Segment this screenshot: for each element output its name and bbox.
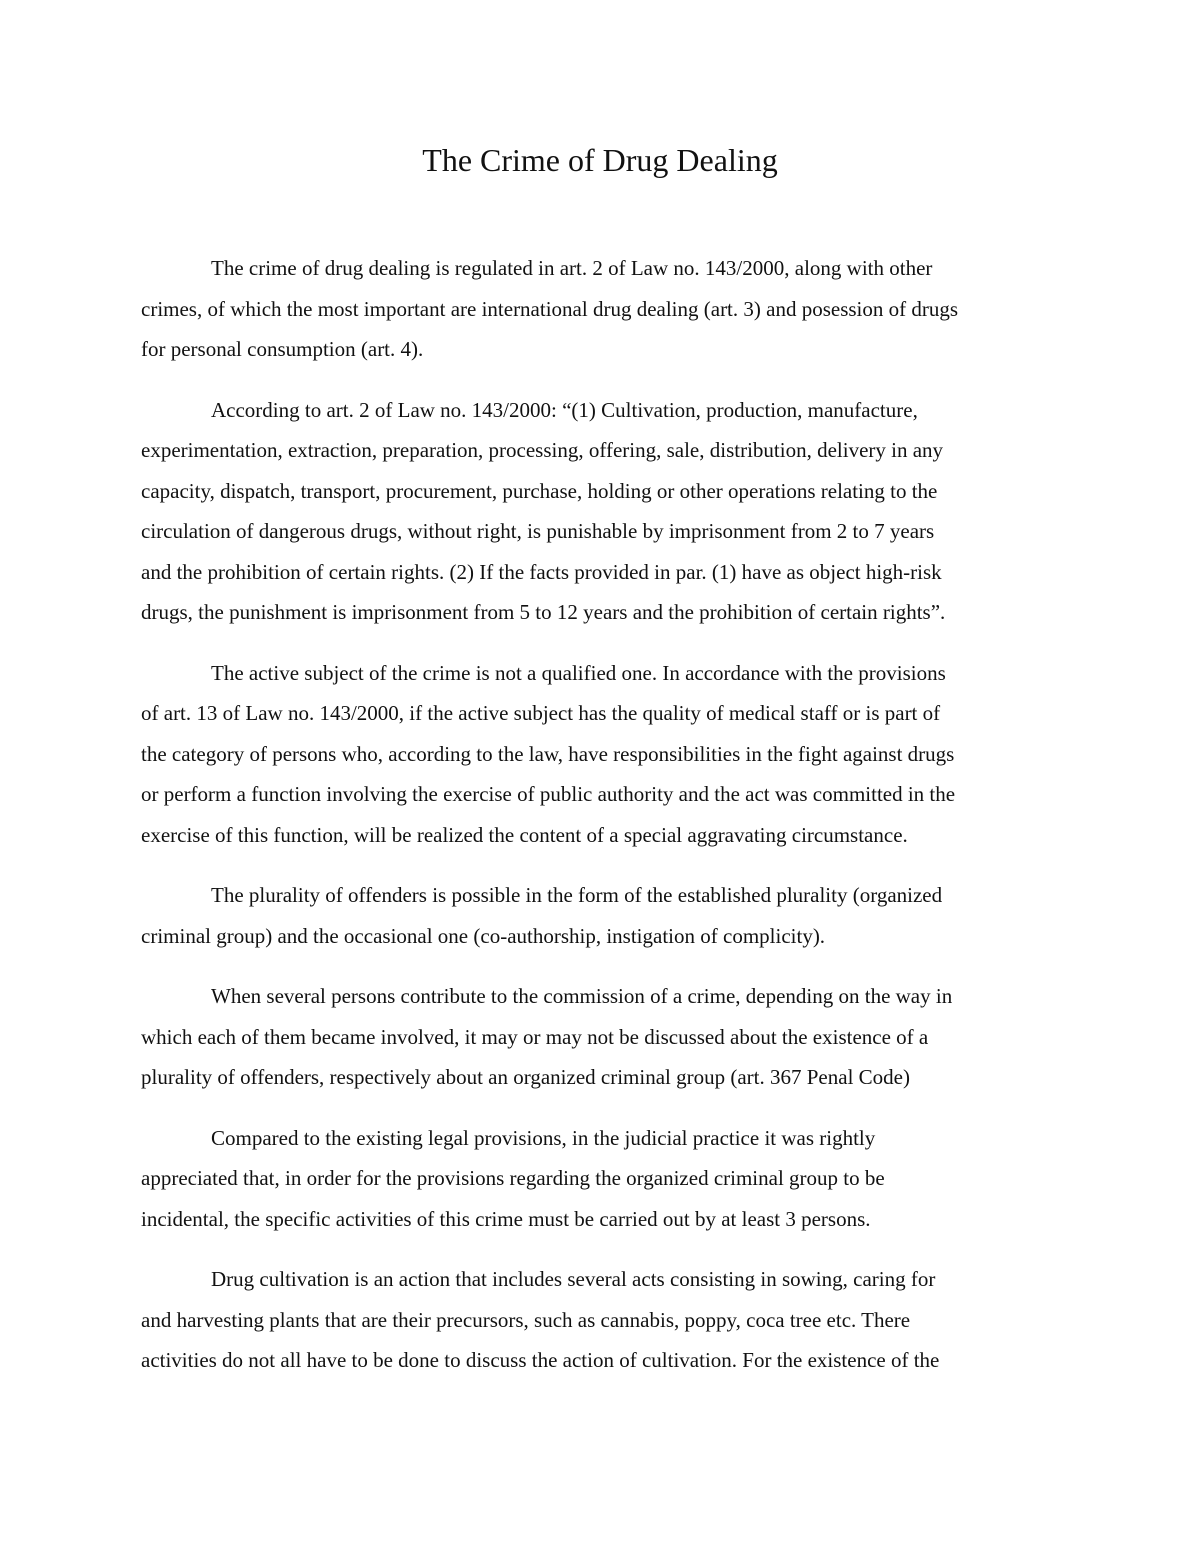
paragraph-line: According to art. 2 of Law no. 143/2000: “(1) Cultivation, production, manufacture, [211,397,918,422]
paragraph-line: When several persons contribute to the commission of a crime, depending on the way in [211,984,953,1008]
paragraph-line: crimes, of which the most important are international drug dealing (art. 3) and posession of drugs [141,296,959,321]
paragraph-line: and the prohibition of certain rights. (2) If the facts provided in par. (1) have as object high-risk [141,559,942,584]
paragraph-line: or perform a function involving the exercise of public authority and the act was committed in the [141,782,956,806]
paragraph-line: appreciated that, in order for the provisions regarding the organized criminal group to be [141,1166,885,1190]
paragraph-5 [141,976,1071,1098]
paragraph-line: Compared to the existing legal provisions, in the judicial practice it was rightly [211,1125,876,1150]
paragraph-7 [141,1259,1071,1381]
paragraph-line: criminal group) and the occasional one (co-authorship, instigation of complicity). [141,923,826,948]
paragraph-line: plurality of offenders, respectively about an organized criminal group (art. 367 Penal Code) [141,1065,910,1089]
paragraph-line: experimentation, extraction, preparation, processing, offering, sale, distribution, delivery in any [141,438,944,462]
paragraph-1 [141,248,1071,370]
paragraph-line: exercise of this function, will be realized the content of a special aggravating circumstance. [141,822,908,847]
paragraph-line: and harvesting plants that are their precursors, such as cannabis, poppy, coca tree etc. There [141,1307,911,1332]
paragraph-2 [141,390,1071,633]
paragraph-line: incidental, the specific activities of this crime must be carried out by at least 3 persons. [141,1206,871,1231]
paragraph-line: capacity, dispatch, transport, procurement, purchase, holding or other operations relating to the [141,478,938,503]
paragraph-line: for personal consumption (art. 4). [141,337,424,361]
paragraph-4 [141,875,1071,956]
document-title: The Crime of Drug Dealing [422,142,778,178]
paragraph-line: of art. 13 of Law no. 143/2000, if the active subject has the quality of medical staff or is part of [141,701,941,725]
paragraph-line: drugs, the punishment is imprisonment from 5 to 12 years and the prohibition of certain rights”. [141,600,946,624]
paragraph-line: which each of them became involved, it may or may not be discussed about the existence of a [141,1024,929,1049]
paragraph-line: The active subject of the crime is not a qualified one. In accordance with the provisions [211,660,946,685]
document-body [141,248,1071,1401]
paragraph-line: The plurality of offenders is possible in the form of the established plurality (organized [211,883,943,907]
paragraph-line: The crime of drug dealing is regulated in art. 2 of Law no. 143/2000, along with other [211,256,933,280]
paragraph-3 [141,653,1071,856]
paragraph-line: circulation of dangerous drugs, without right, is punishable by imprisonment from 2 to 7 years [141,519,935,543]
paragraph-6 [141,1118,1071,1240]
paragraph-line: activities do not all have to be done to discuss the action of cultivation. For the existence of the [141,1348,940,1372]
paragraph-line: the category of persons who, according to the law, have responsibilities in the fight against drugs [141,741,955,766]
paragraph-line: Drug cultivation is an action that includes several acts consisting in sowing, caring for [211,1267,936,1291]
